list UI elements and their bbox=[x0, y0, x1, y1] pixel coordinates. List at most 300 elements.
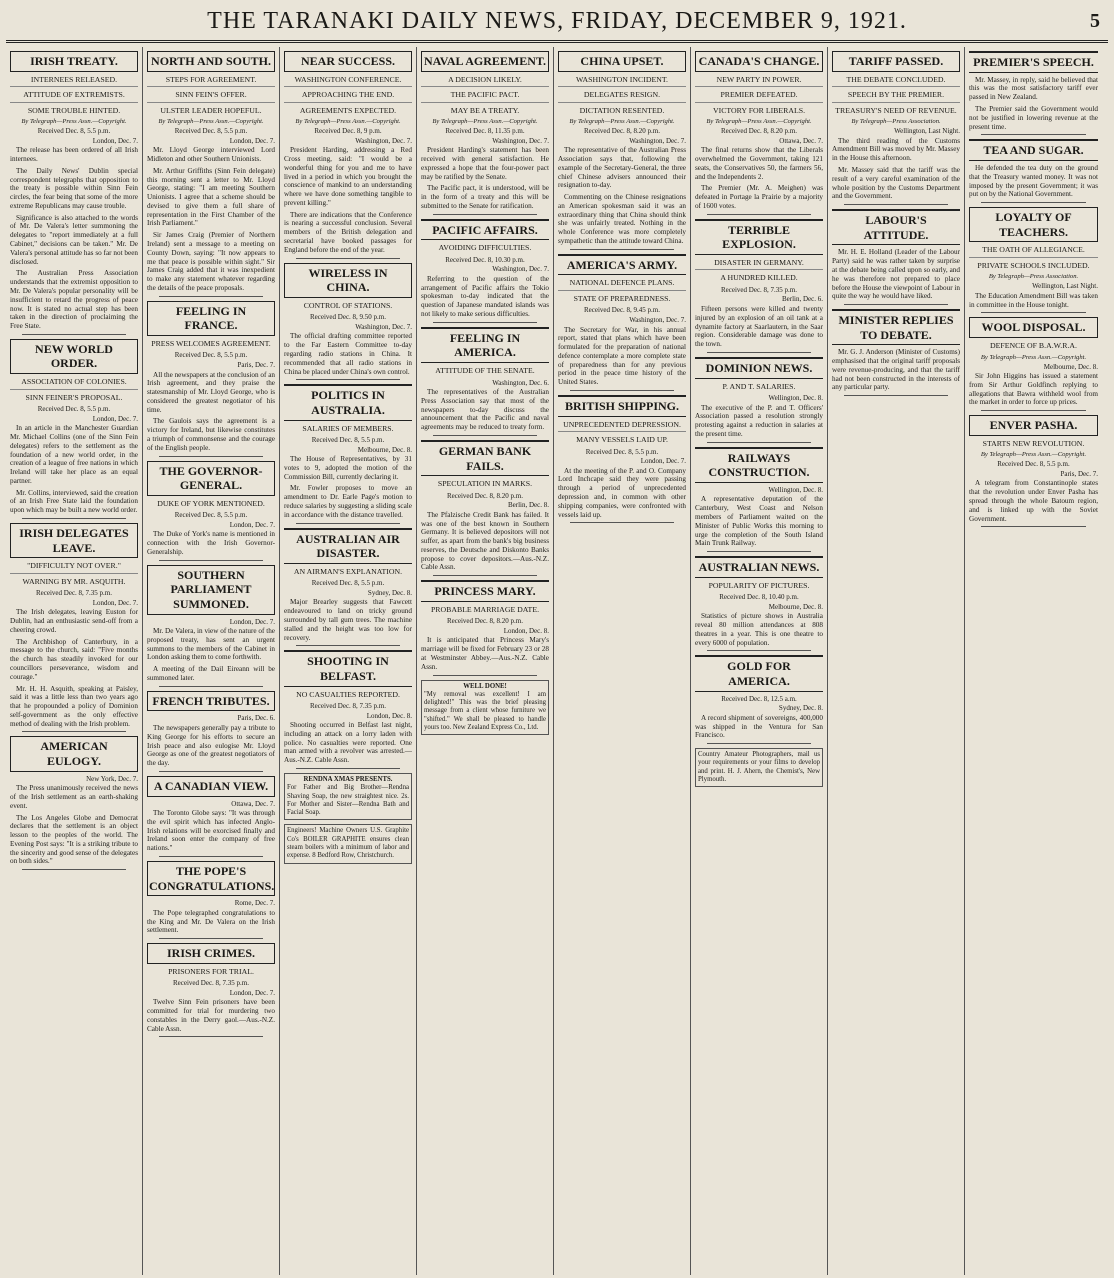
article-dateline: Paris, Dec. 7. bbox=[237, 361, 275, 369]
article-headline: LABOUR'S ATTITUDE. bbox=[832, 209, 960, 245]
article-divider bbox=[296, 768, 400, 769]
article-headline: TERRIBLE EXPLOSION. bbox=[695, 219, 823, 255]
article-paragraph: The Irish delegates, leaving Euston for Dublin, had an enthusiastic send-off from a cheering crowd. bbox=[10, 608, 138, 634]
article-divider bbox=[981, 134, 1086, 135]
article-subheading: UNPRECEDENTED DEPRESSION. bbox=[558, 420, 686, 433]
article-paragraph: A telegram from Constantinople states that the revolution under Enver Pasha has spread through the whole Batoum region, and is linked up with the Soviet Government. bbox=[969, 479, 1098, 523]
article bbox=[147, 461, 275, 561]
article-dateline: Melbourne, Dec. 8. bbox=[1043, 362, 1098, 371]
article-divider bbox=[707, 442, 811, 443]
article-paragraph: The executive of the P. and T. Officers' Association passed a resolution strongly protesting against a reduction in salaries at the present time. bbox=[695, 403, 823, 438]
article bbox=[147, 565, 275, 687]
article-headline: TARIFF PASSED. bbox=[832, 51, 960, 72]
article-divider bbox=[707, 650, 811, 651]
article-subheading: TREASURY'S NEED OF REVENUE. bbox=[835, 105, 957, 115]
article-received: Received Dec. 8, 5.5 p.m. bbox=[311, 579, 385, 588]
article-paragraph: The Australian Press Association understands that the extremist opposition to Mr. De Valera's popular personality will be insufficient to retard the progress of peace now. It is stated no actual step has been taken in the direction of proclaiming the Free State. bbox=[10, 269, 138, 331]
article bbox=[421, 51, 549, 215]
article-subheading: WASHINGTON CONFERENCE. bbox=[284, 75, 412, 88]
article-subheading: DICTATION RESENTED. bbox=[579, 105, 665, 115]
article-dateline: Washington, Dec. 7. bbox=[355, 322, 412, 331]
article-divider bbox=[981, 526, 1086, 527]
advertisement bbox=[695, 748, 823, 787]
article-paragraph: Mr. G. J. Anderson (Minister of Customs) emphasised that the original tariff proposals were revenue-producing, and that the tariff had not been constructed in the interests of any particular party. bbox=[832, 348, 960, 392]
article-received: Received Dec. 8, 10.30 p.m. bbox=[445, 255, 525, 264]
article-paragraph: The Gaulois says the agreement is a victory for Ireland, but likewise constitutes a triumph of commonsense and the courage of the English people. bbox=[147, 417, 275, 452]
article-received: Received Dec. 8, 11.35 p.m. bbox=[445, 127, 525, 136]
article-dateline: Washington, Dec. 7. bbox=[492, 265, 549, 274]
article-paragraph: The Press unanimously received the news of the Irish settlement as an earth-shaking event. bbox=[10, 784, 138, 810]
article-received: Received Dec. 8, 5.5 p.m. bbox=[174, 351, 248, 360]
article-paragraph: The final returns show that the Liberals overwhelmed the Government, taking 121 seats, the Conservatives 50, the farmers 56, and the Independents 2. bbox=[695, 146, 823, 181]
article bbox=[969, 139, 1098, 203]
article bbox=[147, 51, 275, 297]
article-paragraph: The newspapers generally pay a tribute to King George for his efforts to secure an Irish peace and also eulogise Mr. Lloyd George as one of the greatest negotiators of the day. bbox=[147, 723, 275, 768]
article-dateline: Washington, Dec. 6. bbox=[492, 378, 549, 387]
article-subheading: NO CASUALTIES REPORTED. bbox=[296, 689, 400, 699]
article-dateline: Wellington, Dec. 8. bbox=[768, 485, 823, 494]
article-dateline: London, Dec. 7. bbox=[229, 520, 275, 529]
article-received: Received Dec. 8, 12.5 a.m. bbox=[721, 694, 797, 703]
article-credit: By Telegraph—Press Assn.—Copyright. bbox=[21, 118, 127, 126]
article-headline: POLITICS IN AUSTRALIA. bbox=[284, 384, 412, 420]
article-received: Received Dec. 8, 5.5 p.m. bbox=[585, 447, 659, 456]
article-dateline: Washington, Dec. 7. bbox=[355, 136, 412, 145]
article-dateline: Berlin, Dec. 8. bbox=[507, 501, 549, 510]
article-dateline: Sydney, Dec. 8. bbox=[367, 588, 412, 597]
article bbox=[558, 395, 686, 523]
article-dateline: Melbourne, Dec. 8. bbox=[357, 445, 412, 454]
article-headline: AUSTRALIAN AIR DISASTER. bbox=[284, 528, 412, 564]
article-divider bbox=[22, 334, 126, 335]
article-subheading: ATTITUDE OF EXTREMISTS. bbox=[10, 90, 138, 103]
article bbox=[147, 776, 275, 857]
article-divider bbox=[433, 322, 537, 323]
article bbox=[10, 523, 138, 732]
article-divider bbox=[433, 214, 537, 215]
article-headline: AMERICA'S ARMY. bbox=[558, 254, 686, 276]
article-subheading: P. AND T. SALARIES. bbox=[722, 381, 796, 391]
article-received: Received Dec. 8, 8.20 p.m. bbox=[720, 127, 797, 136]
article-headline: A CANADIAN VIEW. bbox=[147, 776, 275, 797]
article-credit: By Telegraph—Press Assn.—Copyright. bbox=[295, 118, 401, 126]
article bbox=[421, 580, 549, 675]
article-headline: WIRELESS IN CHINA. bbox=[284, 263, 412, 298]
article-credit: By Telegraph—Press Assn.—Copyright. bbox=[569, 118, 675, 126]
article-subheading: PRISONERS FOR TRIAL. bbox=[168, 966, 254, 976]
article-headline: MINISTER REPLIES TO DEBATE. bbox=[832, 309, 960, 345]
article-paragraph: Twelve Sinn Fein prisoners have been committed for trial for murdering two constables in the Derry gaol.—Aus.-N.Z. Cable Assn. bbox=[147, 998, 275, 1033]
article-subheading: WARNING BY MR. ASQUITH. bbox=[22, 576, 126, 586]
advertisement-title: WELL DONE! bbox=[463, 682, 507, 690]
article-credit: By Telegraph—Press Association. bbox=[851, 118, 941, 126]
article-dateline: Ottawa, Dec. 7. bbox=[779, 136, 823, 145]
article-headline: AUSTRALIAN NEWS. bbox=[695, 556, 823, 578]
article-paragraph: Sir John Higgins has issued a statement from Sir Arthur Goldfinch replying to allegations that Bawra withheld wool from the market in order to force up prices. bbox=[969, 372, 1098, 407]
article-paragraph: The third reading of the Customs Amendment Bill was moved by Mr. Massey in the House this afternoon. bbox=[832, 136, 960, 163]
article-paragraph: The Pacific pact, it is understood, will be in the form of a treaty and this will be submitted to the Senate for ratification. bbox=[421, 184, 549, 210]
article-paragraph: Statistics of picture shows in Australia reveal 80 million attendances at 808 theatres in a year. This is one theatre to every 6000 of population. bbox=[695, 612, 823, 647]
article-paragraph: President Harding, addressing a Red Cross meeting, said: "I would be a wonderful thing for you and me to have lived in a period in which you brought the conscience of mankind to an understanding where we have done something tangible to prevent killing." bbox=[284, 146, 412, 207]
article-paragraph: Referring to the question of the arrangement of Pacific affairs the Tokio spokesman to-day indicated that the question of Japanese mandated islands was not likely to make serious difficulties. bbox=[421, 274, 549, 318]
article-subheading: PREMIER DEFEATED. bbox=[695, 90, 823, 103]
article-subheading: MANY VESSELS LAID UP. bbox=[576, 435, 668, 445]
article-divider bbox=[981, 202, 1086, 203]
advertisement bbox=[421, 680, 549, 736]
article-headline: SHOOTING IN BELFAST. bbox=[284, 650, 412, 686]
columns bbox=[6, 47, 1108, 1275]
article-subheading: WASHINGTON INCIDENT. bbox=[558, 75, 686, 88]
article-paragraph: The Archbishop of Canterbury, in a message to the church, said: "Five months the church has steadily invoked for our councillors perseverance, wisdom and courage." bbox=[10, 637, 138, 681]
masthead bbox=[6, 4, 1108, 43]
article-subheading: STATE OF PREPAREDNESS. bbox=[573, 293, 671, 303]
article-paragraph: Mr. H. H. Asquith, speaking at Paisley, said it was a little less than two years ago that he propounded a policy of Dominion self-government as the only effective method of dealing with the Irish problem. bbox=[10, 684, 138, 728]
article bbox=[284, 650, 412, 769]
article-headline: TEA AND SUGAR. bbox=[969, 139, 1098, 161]
advertisement bbox=[284, 773, 412, 820]
article-headline: GERMAN BANK FAILS. bbox=[421, 440, 549, 476]
article bbox=[969, 51, 1098, 135]
article-received: Received Dec. 8, 9.50 p.m. bbox=[309, 313, 386, 322]
advertisement-text: For Father and Big Brother—Rendna Shaving Soap, the new straightest nice. 2s. For Mother and Sister—Rendna Bath and Facial Soap. bbox=[287, 784, 409, 817]
article-divider bbox=[159, 771, 263, 772]
article-paragraph: The Los Angeles Globe and Democrat declares that the settlement is an object lesson to the peoples of the world. The Evening Post says: "It is a striking tribute to the sincerity and good sense of the delegates on both sides." bbox=[10, 813, 138, 866]
article-divider bbox=[159, 456, 263, 457]
article-divider bbox=[844, 204, 948, 205]
article-paragraph: Mr. Collins, interviewed, said the creation of an Irish Free State laid the foundation upon which may be built a new world order. bbox=[10, 488, 138, 515]
article-subheading: VICTORY FOR LIBERALS. bbox=[712, 105, 806, 115]
article-divider bbox=[433, 675, 537, 676]
article-paragraph: The release has been ordered of all Irish internees. bbox=[10, 146, 138, 163]
article-paragraph: Mr. Massey, in reply, said he believed that this was the most satisfactory tariff ever passed in New Zealand. bbox=[969, 75, 1098, 102]
article bbox=[421, 327, 549, 436]
article-subheading: SINN FEIN'S OFFER. bbox=[147, 90, 275, 103]
article-divider bbox=[22, 731, 126, 732]
article-paragraph: The representatives of the Australian Press Association say that most of the newspapers to-day discuss the announcement that the Pacific and naval agreements may be reduced to treaty form. bbox=[421, 388, 549, 432]
advertisement-text: Engineers! Machine Owners U.S. Graphite Co's BOILER GRAPHITE ensures clean steam boilers with a minimum of labor and expense. 8 Bedford Row, Christchurch. bbox=[287, 827, 409, 860]
article-headline: IRISH CRIMES. bbox=[147, 943, 275, 964]
article-dateline: London, Dec. 7. bbox=[92, 598, 138, 607]
article-paragraph: At the meeting of the P. and O. Company Lord Inchcape said they were passing through a period of unprecedented depression and, in common with other shipping companies, were confronted with vessels laid up. bbox=[558, 466, 686, 519]
article bbox=[147, 691, 275, 772]
article-divider bbox=[570, 249, 674, 250]
article-divider bbox=[707, 214, 811, 215]
article-subheading: MAY BE A TREATY. bbox=[450, 105, 520, 115]
article-dateline: Paris, Dec. 7. bbox=[1060, 469, 1098, 478]
article-received: Received Dec. 8, 8.20 p.m. bbox=[446, 491, 523, 500]
article-divider bbox=[433, 575, 537, 576]
article-dateline: London, Dec. 8. bbox=[366, 711, 412, 720]
article-received: Received Dec. 8, 8.20 p.m. bbox=[583, 127, 660, 136]
article-dateline: Melbourne, Dec. 8. bbox=[768, 602, 823, 611]
article-divider bbox=[159, 938, 263, 939]
article-credit: By Telegraph—Press Assn.—Copyright. bbox=[980, 451, 1087, 459]
article-divider bbox=[159, 1036, 263, 1037]
article-divider bbox=[707, 551, 811, 552]
article-credit: By Telegraph—Press Assn.—Copyright. bbox=[980, 353, 1087, 361]
article-paragraph: Mr. Massey said that the tariff was the result of a very careful examination of the whole position by the Customs Department and the Government. bbox=[832, 166, 960, 201]
article-divider bbox=[159, 856, 263, 857]
article-paragraph: Mr. Lloyd George interviewed Lord Midleton and other Southern Unionists. bbox=[147, 146, 275, 163]
article-divider bbox=[844, 304, 948, 305]
article-headline: CANADA'S CHANGE. bbox=[695, 51, 823, 72]
article-subheading: STEPS FOR AGREEMENT. bbox=[147, 75, 275, 88]
article-dateline: Wellington, Last Night. bbox=[1032, 282, 1098, 291]
article-subheading: ASSOCIATION OF COLONIES. bbox=[10, 377, 138, 390]
article-received: Received Dec. 8, 9 p.m. bbox=[314, 127, 382, 136]
article bbox=[284, 263, 412, 381]
article bbox=[284, 51, 412, 259]
column-4 bbox=[417, 47, 554, 1275]
article-divider bbox=[296, 645, 400, 646]
article-subheading: THE OATH OF ALLEGIANCE. bbox=[969, 245, 1098, 258]
advertisement-text: Country Amateur Photographers, mail us your requirements or your films to develop and print. H. J. Ahern, the Chemist's, New Plymouth. bbox=[698, 751, 820, 783]
article-headline: WOOL DISPOSAL. bbox=[969, 317, 1098, 338]
article-headline: NAVAL AGREEMENT. bbox=[421, 51, 549, 72]
article-divider bbox=[159, 560, 263, 561]
article bbox=[695, 357, 823, 443]
article-paragraph: The Pfalzische Credit Bank has failed. It was one of the best known in Southern Germany. It is believed depositors will not suffer, as apart from the bank's big business reserves, the Deutsche and Diskonto Banks propose to cover depositors.—Aus.-N.Z. Cable Assn. bbox=[421, 510, 549, 572]
column-2 bbox=[143, 47, 280, 1275]
article bbox=[695, 447, 823, 552]
column-7 bbox=[828, 47, 965, 1275]
article-paragraph: Commenting on the Chinese resignations an American spokesman said it was an extraordinary thing that China should think she was unfairly treated. Nothing in the whole Conference was more completely sympathetic than the attitude toward China. bbox=[558, 193, 686, 246]
article-dateline: London, Dec. 7. bbox=[92, 414, 138, 423]
article-divider bbox=[159, 296, 263, 297]
advertisement-text: "My removal was excellent! I am delighted!" This was the brief pleasing message from a client whose furniture we "shifted." We shall be pleased to handle yours too. New Zealand Express Co., Ltd. bbox=[424, 690, 546, 731]
article-dateline: New York, Dec. 7. bbox=[86, 774, 138, 783]
article-paragraph: There are indications that the Conference is nearing a successful conclusion. Several members of the British delegation and secretarial have booked passages for England before the end of the year. bbox=[284, 210, 412, 254]
article bbox=[421, 440, 549, 576]
article-received: Received Dec. 8, 5.5 p.m. bbox=[174, 127, 248, 136]
article-subheading: "DIFFICULTY NOT OVER." bbox=[10, 561, 138, 574]
advertisement bbox=[284, 824, 412, 863]
masthead-title: THE TARANAKI DAILY NEWS, FRIDAY, DECEMBER 9, 1921. bbox=[207, 8, 907, 34]
article bbox=[969, 317, 1098, 411]
article-subheading: ATTITUDE OF THE SENATE. bbox=[435, 366, 535, 376]
article-subheading: CONTROL OF STATIONS. bbox=[303, 300, 393, 310]
article-headline: FEELING IN FRANCE. bbox=[147, 301, 275, 336]
article-subheading: SINN FEINER'S PROPOSAL. bbox=[25, 392, 123, 402]
article-paragraph: The Premier said the Government would not be justified in lowering revenue at the present time. bbox=[969, 104, 1098, 131]
article-credit: By Telegraph—Press Association. bbox=[988, 273, 1079, 281]
article-paragraph: It is anticipated that Princess Mary's marriage will be fixed for February 23 or 28 at Westminster Abbey.—Aus.-N.Z. Cable Assn. bbox=[421, 636, 549, 671]
article-headline: BRITISH SHIPPING. bbox=[558, 395, 686, 417]
article-paragraph: The representative of the Australian Press Association says that, following the example of the Secretary-General, the three chief Chinese advisers announced their resignation to-day. bbox=[558, 146, 686, 190]
article-headline: ENVER PASHA. bbox=[969, 415, 1098, 436]
article bbox=[558, 254, 686, 391]
article-received: Received Dec. 8, 7.35 p.m. bbox=[172, 979, 249, 988]
article-paragraph: The Duke of York's name is mentioned in connection with the Irish Governor-Generalship. bbox=[147, 530, 275, 556]
article-subheading: INTERNEES RELEASED. bbox=[10, 75, 138, 88]
article-headline: NEW WORLD ORDER. bbox=[10, 339, 138, 374]
article-subheading: PRESS WELCOMES AGREEMENT. bbox=[151, 338, 271, 348]
article-headline: AMERICAN EULOGY. bbox=[10, 736, 138, 771]
article-headline: CHINA UPSET. bbox=[558, 51, 686, 72]
article-divider bbox=[844, 395, 948, 396]
article-divider bbox=[296, 258, 400, 259]
article-headline: PRINCESS MARY. bbox=[421, 580, 549, 602]
article-dateline: London, Dec. 7. bbox=[229, 136, 275, 145]
article-headline: LOYALTY OF TEACHERS. bbox=[969, 207, 1098, 242]
article-paragraph: The House of Representatives, by 31 votes to 9, adopted the motion of the Commission Bill, currently declaring it. bbox=[284, 455, 412, 481]
article-divider bbox=[296, 379, 400, 380]
article-subheading: SALARIES OF MEMBERS. bbox=[302, 423, 394, 433]
article bbox=[147, 861, 275, 939]
article-divider bbox=[570, 390, 674, 391]
article-subheading: APPROACHING THE END. bbox=[284, 90, 412, 103]
article-dateline: London, Dec. 7. bbox=[229, 617, 275, 626]
column-5 bbox=[554, 47, 691, 1275]
article-dateline: Washington, Dec. 7. bbox=[492, 136, 549, 145]
article-headline: NEAR SUCCESS. bbox=[284, 51, 412, 72]
article-paragraph: President Harding's statement has been received with general satisfaction. He expressed a hope that the four-power pact may be ratified by the Senate. bbox=[421, 146, 549, 181]
article bbox=[284, 384, 412, 523]
article bbox=[832, 309, 960, 396]
article bbox=[421, 219, 549, 323]
article-subheading: A DECISION LIKELY. bbox=[421, 75, 549, 88]
article-dateline: Wellington, Dec. 8. bbox=[768, 394, 823, 403]
article-subheading: SPECULATION IN MARKS. bbox=[437, 479, 533, 489]
article-paragraph: The Secretary for War, in his annual report, stated that plans which have been formulated for the preparation of national defence contemplate a more complete state of preparedness than for any previous period in the peace time history of the United States. bbox=[558, 325, 686, 387]
column-3 bbox=[280, 47, 417, 1275]
article-dateline: Sydney, Dec. 8. bbox=[778, 704, 823, 713]
article-received: Received Dec. 8, 5.5 p.m. bbox=[174, 511, 248, 520]
article-paragraph: Mr. Arthur Griffiths (Sinn Fein delegate) this morning sent a letter to Mr. Lloyd George, stating: "I am meeting Southern Unionists. I agree that a scheme should be devised to give them a full share of representation in the First Chamber of the Irish Parliament." bbox=[147, 166, 275, 228]
article-received: Received Dec. 8, 5.5 p.m. bbox=[311, 436, 385, 445]
article-received: Received Dec. 8, 5.5 p.m. bbox=[37, 405, 111, 414]
article-paragraph: Mr. De Valera, in view of the nature of the proposed treaty, has sent an urgent summons to the members of the Cabinet in London asking them to come forthwith. bbox=[147, 627, 275, 662]
article-headline: THE GOVERNOR-GENERAL. bbox=[147, 461, 275, 496]
article-divider bbox=[159, 686, 263, 687]
article bbox=[832, 209, 960, 305]
article-received: Received Dec. 8, 9.45 p.m. bbox=[583, 306, 660, 315]
article-paragraph: Significance is also attached to the words of Mr. De Valera's letter summoning the delegates to "report immediately at a full Cabinet," decisions can be taken." Mr. De Valera's personal attitude has so far not been disclosed. bbox=[10, 213, 138, 266]
article-paragraph: A record shipment of sovereigns, 400,000 was shipped in the Ventura for San Francisco. bbox=[695, 713, 823, 740]
article-subheading: NATIONAL DEFENCE PLANS. bbox=[558, 278, 686, 291]
article-divider bbox=[570, 522, 674, 523]
article bbox=[558, 51, 686, 250]
article-headline: DOMINION NEWS. bbox=[695, 357, 823, 379]
advertisement-title: RENDNA XMAS PRESENTS. bbox=[303, 776, 393, 784]
article-dateline: Rome, Dec. 7. bbox=[234, 899, 275, 908]
article-paragraph: A representative deputation of the Canterbury, West Coast and Nelson members of Parliament waited on the Minister of Public Works this morning to urge the completion of the South Island Main Trunk Railway. bbox=[695, 495, 823, 548]
article-headline: PACIFIC AFFAIRS. bbox=[421, 219, 549, 241]
article-paragraph: Sir James Craig (Premier of Northern Ireland) sent a message to a meeting on County Down, saying: "It now appears to me that peace is possible within sight." Sir James Craig added that it was inexpedient to make any statement whatever regarding the details of the peace proposals. bbox=[147, 231, 275, 292]
article-paragraph: Fifteen persons were killed and twenty injured by an explosion of an oil tank at a dynamite factory at Saarlautern, in the Saar region. Considerable damage was done to the town. bbox=[695, 305, 823, 349]
article bbox=[695, 219, 823, 353]
article-dateline: Washington, Dec. 7. bbox=[629, 136, 686, 145]
article-subheading: PROBABLE MARRIAGE DATE. bbox=[430, 604, 540, 614]
article-headline: SOUTHERN PARLIAMENT SUMMONED. bbox=[147, 565, 275, 615]
article-paragraph: Mr. H. E. Holland (Leader of the Labour Party) said he was rather taken by surprise at the debate being called upon so early, and he was therefore not prepared to place before the House the viewpoint of Labour in quite the way he would have liked. bbox=[832, 248, 960, 301]
article bbox=[969, 207, 1098, 313]
article-subheading: AGREEMENTS EXPECTED. bbox=[299, 105, 397, 115]
article-subheading: PRIVATE SCHOOLS INCLUDED. bbox=[977, 260, 1090, 270]
article-paragraph: He defended the tea duty on the ground that the Treasury wanted money. It was not imposed by the present Government; it was put on by the National Government. bbox=[969, 163, 1098, 199]
article-subheading: DELEGATES RESIGN. bbox=[558, 90, 686, 103]
column-8 bbox=[965, 47, 1102, 1275]
article-subheading: DEFENCE OF B.A.W.R.A. bbox=[989, 341, 1077, 351]
article-subheading: SOME TROUBLE HINTED. bbox=[27, 105, 121, 115]
article-divider bbox=[707, 743, 811, 744]
article-subheading: AVOIDING DIFFICULTIES. bbox=[438, 243, 532, 253]
article-received: Received Dec. 8, 7.35 p.m. bbox=[35, 589, 112, 598]
article-divider bbox=[433, 435, 537, 436]
page-number: 5 bbox=[1090, 10, 1100, 32]
article-subheading: A HUNDRED KILLED. bbox=[720, 273, 798, 283]
article-divider bbox=[22, 518, 126, 519]
article-subheading: NEW PARTY IN POWER. bbox=[695, 75, 823, 88]
article-paragraph: The Pope telegraphed congratulations to the King and Mr. De Valera on the Irish settlement. bbox=[147, 908, 275, 935]
article-paragraph: Major Brearley suggests that Fawcett endeavoured to land on tricky ground surrounded by tall gum trees. The machine stalled and the height was too low for recovery. bbox=[284, 598, 412, 642]
article-credit: By Telegraph—Press Assn.—Copyright. bbox=[432, 118, 538, 126]
article bbox=[969, 415, 1098, 527]
article-credit: By Telegraph—Press Assn.—Copyright. bbox=[706, 118, 812, 126]
article-subheading: DISASTER IN GERMANY. bbox=[695, 258, 823, 271]
article bbox=[695, 655, 823, 744]
article-paragraph: Shooting occurred in Belfast last night, including an attack on a lorry laden with police. No casualties were reported. One man armed with a revolver was arrested.—Aus.-N.Z. Cable Assn. bbox=[284, 721, 412, 765]
article-headline: IRISH TREATY. bbox=[10, 51, 138, 72]
article-paragraph: The Daily News' Dublin special correspondent telegraphs that opposition to the treaty is possible within Sinn Fein circles, the fear being that some of the more extreme Republicans may cause trouble. bbox=[10, 166, 138, 210]
article-paragraph: The Toronto Globe says: "It was through the evil spirit which has infected Anglo-Irish relations will be exorcised finally and Ireland soon enter the company of free nations." bbox=[147, 809, 275, 853]
article-headline: GOLD FOR AMERICA. bbox=[695, 655, 823, 691]
article-paragraph: The official drafting committee reported to the Far Eastern Committee to-day regarding radio stations in China. It recommended that all radio stations in China be placed under China's own control. bbox=[284, 332, 412, 376]
article-headline: PREMIER'S SPEECH. bbox=[969, 51, 1098, 73]
article-received: Received Dec. 8, 5.5 p.m. bbox=[37, 127, 111, 136]
article-divider bbox=[22, 869, 126, 870]
article-divider bbox=[981, 410, 1086, 411]
article-paragraph: Mr. Fowler proposes to move an amendment to Dr. Earle Page's motion to reduce salaries by suggesting a sliding scale in accordance with the distance travelled. bbox=[284, 484, 412, 519]
article-headline: IRISH DELEGATES LEAVE. bbox=[10, 523, 138, 558]
article-dateline: Paris, Dec. 6. bbox=[237, 714, 275, 723]
article-subheading: SPEECH BY THE PREMIER. bbox=[832, 90, 960, 103]
article bbox=[147, 943, 275, 1037]
article-received: Received Dec. 8, 5.5 p.m. bbox=[997, 460, 1070, 469]
article bbox=[695, 556, 823, 651]
article-divider bbox=[296, 523, 400, 524]
article-paragraph: The Education Amendment Bill was taken in committee in the House tonight. bbox=[969, 291, 1098, 309]
article bbox=[10, 51, 138, 335]
article-paragraph: The Premier (Mr. A. Meighen) was defeated in Portage la Prairie by a majority of 1600 votes. bbox=[695, 184, 823, 210]
article-dateline: London, Dec. 7. bbox=[229, 988, 275, 997]
article-headline: FEELING IN AMERICA. bbox=[421, 327, 549, 363]
article bbox=[695, 51, 823, 215]
article-divider bbox=[707, 352, 811, 353]
article-dateline: Washington, Dec. 7. bbox=[629, 315, 686, 324]
article-credit: By Telegraph—Press Assn.—Copyright. bbox=[158, 118, 264, 126]
article-subheading: AN AIRMAN'S EXPLANATION. bbox=[293, 566, 403, 576]
article-divider bbox=[981, 312, 1086, 313]
article-paragraph: In an article in the Manchester Guardian Mr. Michael Collins (one of the Sinn Fein delegates) refers to the settlement as the foundation of a new world order, in the creation of a league of free nations in which Ireland will take her place as an equal partner. bbox=[10, 424, 138, 485]
column-6 bbox=[691, 47, 828, 1275]
column-1 bbox=[6, 47, 143, 1275]
article-received: Received Dec. 8, 8.20 p.m. bbox=[446, 617, 523, 626]
article-dateline: London, Dec. 7. bbox=[92, 136, 138, 145]
article-dateline: London, Dec. 8. bbox=[503, 626, 549, 635]
article-subheading: DUKE OF YORK MENTIONED. bbox=[157, 498, 265, 508]
article-dateline: Wellington, Last Night. bbox=[894, 127, 960, 136]
article-subheading: THE PACIFIC PACT. bbox=[421, 90, 549, 103]
article-headline: FRENCH TRIBUTES. bbox=[147, 691, 275, 712]
article bbox=[147, 301, 275, 457]
article-subheading: ULSTER LEADER HOPEFUL. bbox=[160, 105, 262, 115]
article bbox=[832, 51, 960, 205]
article-subheading: POPULARITY OF PICTURES. bbox=[708, 580, 810, 590]
article-paragraph: A meeting of the Dail Eireann will be summoned later. bbox=[147, 665, 275, 683]
article bbox=[284, 528, 412, 647]
article-headline: THE POPE'S CONGRATULATIONS. bbox=[147, 861, 275, 896]
